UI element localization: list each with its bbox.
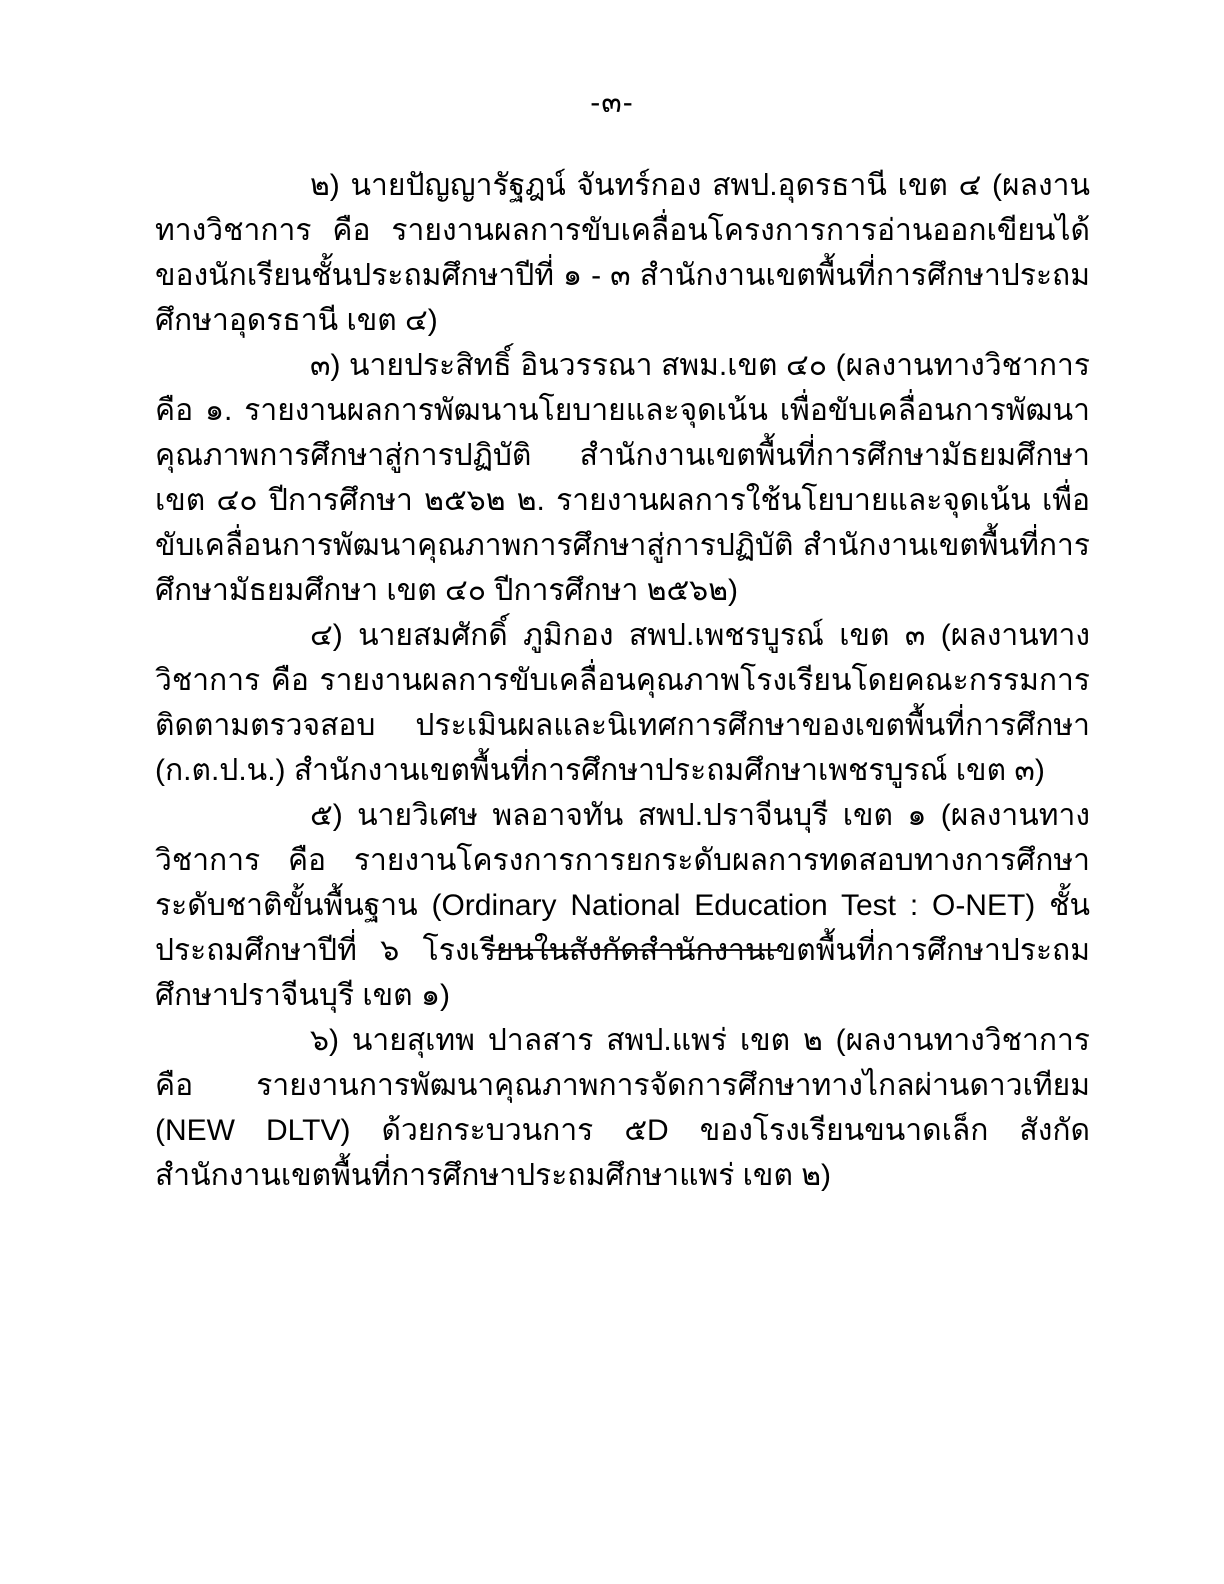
paragraph-item-3: ๓) นายประสิทธิ์ อินวรรณา สพม.เขต ๔๐ (ผลงานทางวิชาการ คือ ๑. รายงานผลการพัฒนานโยบายและจุดเน้น เพื่อขับเคลื่อนการพัฒนาคุณภาพการศึกษาสู่การปฏิบัติ สำนักงานเขตพื้นที่การศึกษามัธยมศึกษา เขต ๔๐ ปีการศึกษา ๒๕๖๒ ๒. รายงานผลการใช้นโยบายและจุดเน้น เพื่อขับเคลื่อนการพัฒนาคุณภาพการศึกษาสู่การปฏิบัติ สำนักงานเขตพื้นที่การศึกษามัธยมศึกษา เขต ๔๐ ปีการศึกษา ๒๕๖๒) <box>155 349 1090 607</box>
paragraph-item-5: ๕) นายวิเศษ พลอาจทัน สพป.ปราจีนบุรี เขต ๑ (ผลงานทางวิชาการ คือ รายงานโครงการการยกระดับผลการทดสอบทางการศึกษาระดับชาติขั้นพื้นฐาน (Ordinary National Education Test : O-NET) ชั้นประถมศึกษาปีที่ ๖ โรงเรียนในสังกัดสำนักงานเขตพื้นที่การศึกษาประถมศึกษาปราจีนบุรี เขต ๑) <box>155 799 1090 1012</box>
paragraph-item-4: ๔) นายสมศักดิ์ ภูมิกอง สพป.เพชรบูรณ์ เขต ๓ (ผลงานทางวิชาการ คือ รายงานผลการขับเคลื่อนคุณภาพโรงเรียนโดยคณะกรรมการติดตามตรวจสอบ ประเมินผลและนิเทศการศึกษาของเขตพื้นที่การศึกษา (ก.ต.ป.น.) สำนักงานเขตพื้นที่การศึกษาประถมศึกษาเพชรบูรณ์ เขต ๓) <box>155 619 1090 787</box>
document-body <box>155 163 1090 1198</box>
page-number: -๓- <box>590 86 634 119</box>
paragraph-item-6: ๖) นายสุเทพ ปาลสาร สพป.แพร่ เขต ๒ (ผลงานทางวิชาการ คือ รายงานการพัฒนาคุณภาพการจัดการศึกษาทางไกลผ่านดาวเทียม (NEW DLTV) ด้วยกระบวนการ ๕D ของโรงเรียนขนาดเล็ก สังกัดสำนักงานเขตพื้นที่การศึกษาประถมศึกษาแพร่ เขต ๒) <box>155 1024 1090 1192</box>
paragraph-item-2: ๒) นายปัญญารัฐฎน์ จันทร์กอง สพป.อุดรธานี เขต ๔ (ผลงานทางวิชาการ คือ รายงานผลการขับเคลื่อนโครงการการอ่านออกเขียนได้ของนักเรียนชั้นประถมศึกษาปีที่ ๑ - ๓ สำนักงานเขตพื้นที่การศึกษาประถมศึกษาอุดรธานี เขต ๔) <box>155 169 1090 337</box>
end-divider-line <box>485 949 779 951</box>
